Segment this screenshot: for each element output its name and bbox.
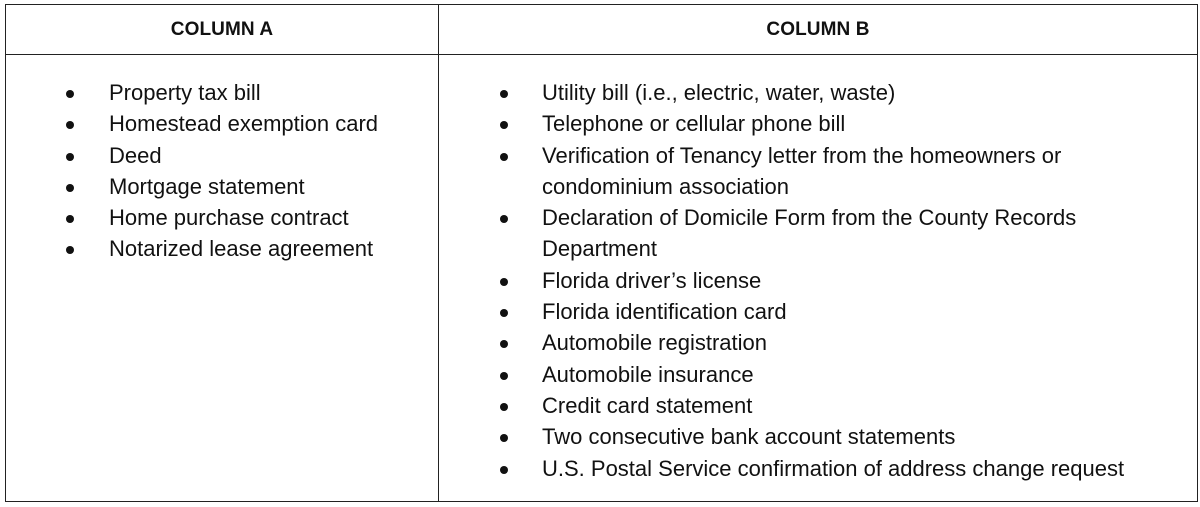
list-item xyxy=(542,359,1197,390)
bullet-icon xyxy=(500,90,508,98)
list-item xyxy=(542,202,1197,265)
list-item xyxy=(6,77,438,108)
column-b-header: COLUMN B xyxy=(439,5,1198,55)
list-item-text: Home purchase contract xyxy=(109,205,349,231)
bullet-icon xyxy=(66,90,74,98)
list-item xyxy=(542,265,1197,296)
header-row xyxy=(6,5,1198,55)
list-item xyxy=(6,108,438,139)
list-item-text: Homestead exemption card xyxy=(109,111,379,137)
bullet-icon xyxy=(500,278,508,286)
list-item xyxy=(6,202,438,233)
column-a-list xyxy=(6,77,438,265)
list-item xyxy=(542,453,1197,484)
list-item-text: Verification of Tenancy letter from the homeowners or condominium association xyxy=(542,142,1062,199)
bullet-icon xyxy=(500,153,508,161)
list-item-text: Declaration of Domicile Form from the County Records Department xyxy=(542,205,1077,262)
bullet-icon xyxy=(66,184,74,192)
bullet-icon xyxy=(500,340,508,348)
column-b-list xyxy=(439,77,1197,484)
list-item xyxy=(6,171,438,202)
list-item xyxy=(542,77,1197,108)
bullet-icon xyxy=(500,372,508,380)
list-item xyxy=(542,390,1197,421)
bullet-icon xyxy=(500,403,508,411)
bullet-icon xyxy=(500,121,508,129)
list-item-text: U.S. Postal Service confirmation of address change request xyxy=(542,455,1125,481)
list-item-text: Mortgage statement xyxy=(109,173,305,199)
list-item xyxy=(542,140,1197,203)
bullet-icon xyxy=(66,215,74,223)
list-item-text: Telephone or cellular phone bill xyxy=(542,111,846,137)
list-item-text: Utility bill (i.e., electric, water, waste) xyxy=(542,80,896,105)
column-a-header: COLUMN A xyxy=(6,5,439,55)
list-item-text: Credit card statement xyxy=(542,392,753,418)
bullet-icon xyxy=(500,309,508,317)
list-item-text: Florida driver’s license xyxy=(542,267,762,293)
column-b-cell xyxy=(439,55,1198,502)
list-item xyxy=(542,327,1197,358)
bullet-icon xyxy=(66,121,74,129)
bullet-icon xyxy=(500,215,508,223)
list-item xyxy=(6,233,438,264)
list-item xyxy=(6,140,438,171)
content-row xyxy=(6,55,1198,502)
document-table xyxy=(5,4,1198,502)
list-item xyxy=(542,108,1197,139)
list-item-text: Two consecutive bank account statements xyxy=(542,424,956,450)
list-item xyxy=(542,296,1197,327)
list-item-text: Florida identification card xyxy=(542,299,787,325)
list-item-text: Notarized lease agreement xyxy=(109,236,374,262)
column-a-cell xyxy=(6,55,439,502)
bullet-icon xyxy=(66,153,74,161)
list-item xyxy=(542,421,1197,452)
list-item-text: Automobile insurance xyxy=(542,361,754,387)
bullet-icon xyxy=(500,466,508,474)
list-item-text: Automobile registration xyxy=(542,330,768,356)
list-item-text: Property tax bill xyxy=(109,80,261,105)
list-item-text: Deed xyxy=(109,142,162,168)
bullet-icon xyxy=(66,246,74,254)
bullet-icon xyxy=(500,434,508,442)
